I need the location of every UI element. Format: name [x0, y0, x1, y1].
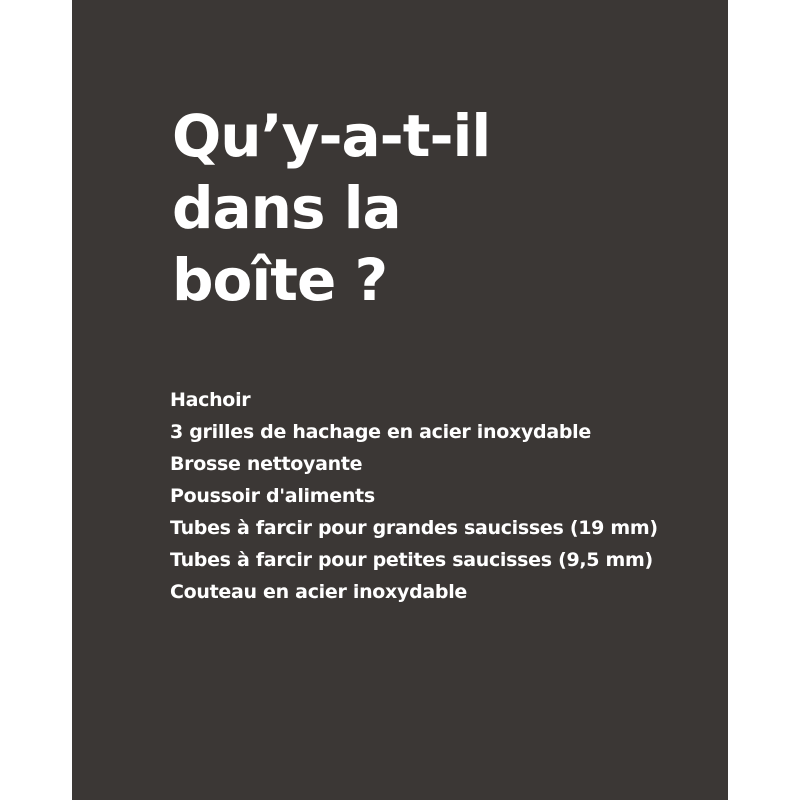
- title-line-2: dans la: [172, 174, 401, 242]
- list-item: Couteau en acier inoxydable: [170, 581, 468, 603]
- box-contents-list: [170, 384, 690, 608]
- list-item: Brosse nettoyante: [170, 453, 363, 475]
- list-item: Tubes à farcir pour grandes saucisses (19 mm): [170, 517, 658, 539]
- page-title: [172, 100, 692, 316]
- list-item: Hachoir: [170, 389, 251, 411]
- title-line-1: Qu’y-a-t-il: [172, 102, 491, 170]
- list-item: Tubes à farcir pour petites saucisses (9,5 mm): [170, 549, 653, 571]
- list-item: 3 grilles de hachage en acier inoxydable: [170, 421, 591, 443]
- contents-panel: [72, 0, 728, 800]
- list-item: Poussoir d'aliments: [170, 485, 375, 507]
- title-line-3: boîte ?: [172, 246, 388, 314]
